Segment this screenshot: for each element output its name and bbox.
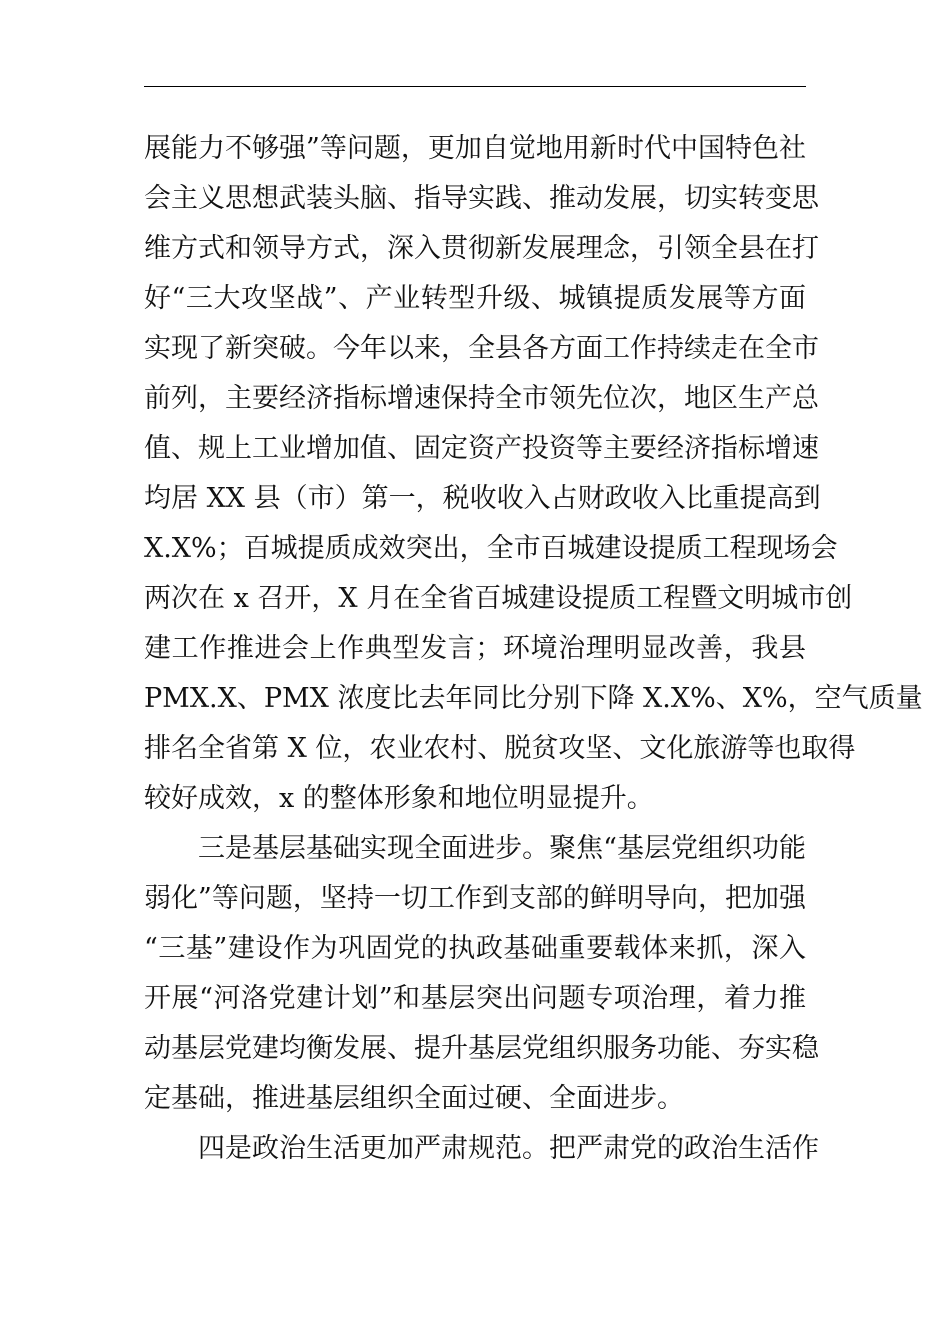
paragraph-end-line: 较好成效，x 的整体形象和地位明显提升。 (144, 783, 654, 814)
paragraph-start-line: 三是基层基础实现全面进步。聚焦“基层党组织功能 (198, 833, 806, 864)
text-line: 两次在 x 召开，X 月在全省百城建设提质工程暨文明城市创 (144, 583, 853, 614)
text-line: 建工作推进会上作典型发言；环境治理明显改善，我县 (144, 633, 806, 664)
text-line: 展能力不够强”等问题，更加自觉地用新时代中国特色社 (144, 133, 806, 164)
text-line: 排名全省第 X 位，农业农村、脱贫攻坚、文化旅游等也取得 (144, 733, 856, 764)
text-line: 开展“河洛党建计划”和基层突出问题专项治理，着力推 (144, 983, 806, 1014)
text-line: 会主义思想武装头脑、指导实践、推动发展，切实转变思 (144, 183, 819, 214)
text-line: 好“三大攻坚战”、产业转型升级、城镇提质发展等方面 (144, 283, 806, 314)
text-line: 值、规上工业增加值、固定资产投资等主要经济指标增速 (144, 433, 819, 464)
text-line: “三基”建设作为巩固党的执政基础重要载体来抓，深入 (144, 933, 806, 964)
text-line: 前列，主要经济指标增速保持全市领先位次，地区生产总 (144, 383, 819, 414)
text-line: 弱化”等问题，坚持一切工作到支部的鲜明导向，把加强 (144, 883, 806, 914)
text-line: 维方式和领导方式，深入贯彻新发展理念，引领全县在打 (144, 233, 819, 264)
header-rule (144, 86, 806, 87)
text-line: PMX.X、PMX 浓度比去年同比分别下降 X.X%、X%，空气质量 (144, 683, 923, 714)
document-body (144, 124, 923, 1174)
text-line: X.X%；百城提质成效突出，全市百城建设提质工程现场会 (144, 533, 838, 564)
text-line: 均居 XX 县（市）第一，税收收入占财政收入比重提高到 (144, 483, 821, 514)
paragraph-end-line: 定基础，推进基层组织全面过硬、全面进步。 (144, 1083, 684, 1114)
text-line: 实现了新突破。今年以来，全县各方面工作持续走在全市 (144, 333, 819, 364)
paragraph-start-line: 四是政治生活更加严肃规范。把严肃党的政治生活作 (198, 1133, 819, 1164)
text-line: 动基层党建均衡发展、提升基层党组织服务功能、夯实稳 (144, 1033, 819, 1064)
